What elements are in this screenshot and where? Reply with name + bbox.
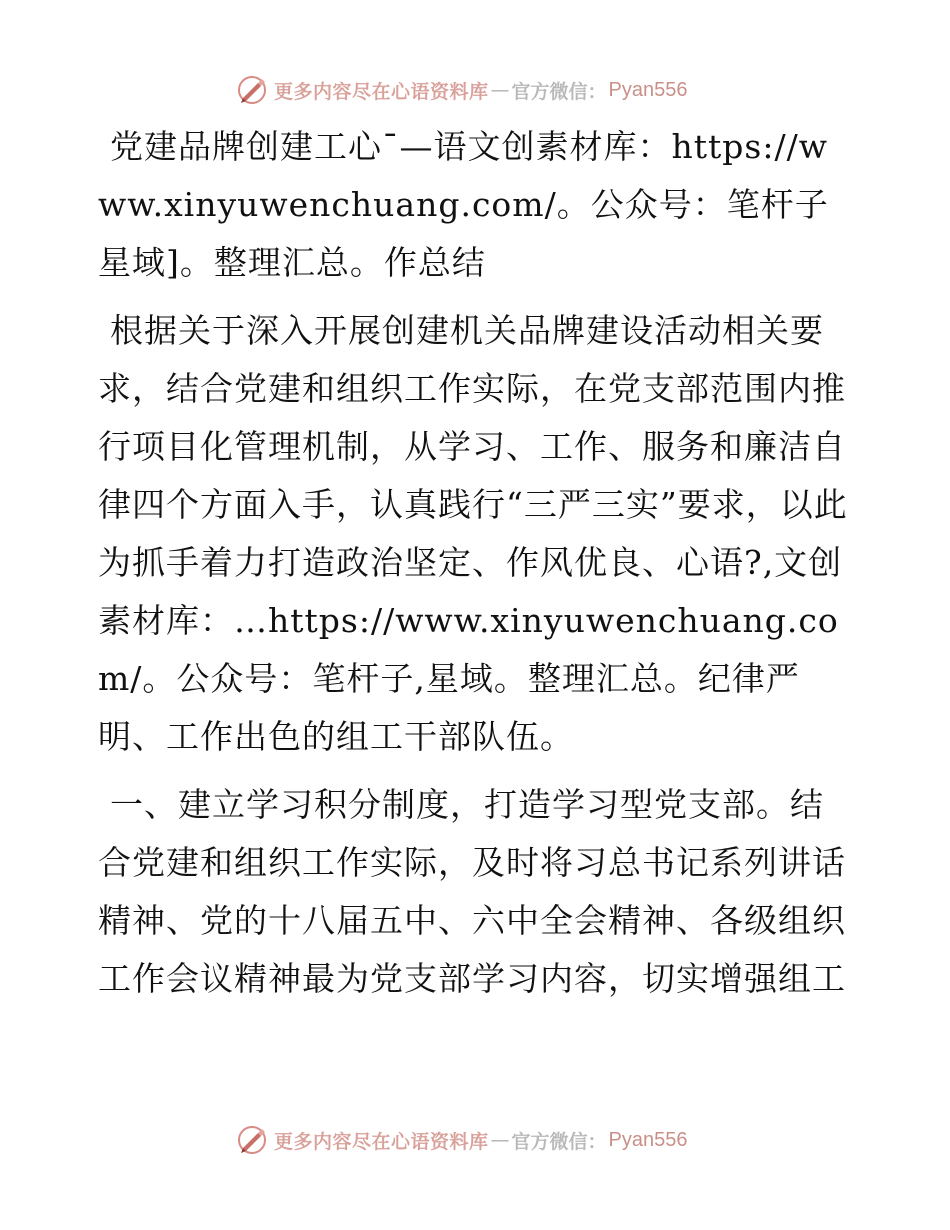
paragraph-text: 一、建立学习积分制度，打造学习型党支部。结合党建和组织工作实际，及时将习总书记系列讲话精神、党的十八届五中、六中全会精神、各级组织工作会议精神最为党支部学习内容，切实增强组工 <box>98 785 846 998</box>
paragraph-title <box>98 118 854 292</box>
paragraph-text: 根据关于深入开展创建机关品牌建设活动相关要求，结合党建和组织工作实际，在党支部范围内推行项目化管理机制，从学习、工作、服务和廉洁自律四个方面入手，认真践行“三严三实”要求，以此为抓手着力打造政治坚定、作风优良、心语?,文创素材库：…https://www.xinyuwenchuang.com/。公众号：笔杆子,星域。整理汇总。纪律严明、工作出色的组工干部队伍。 <box>98 311 848 756</box>
banner-separator: — <box>490 1129 510 1151</box>
document-body <box>98 118 854 1018</box>
paragraph-section-one <box>98 776 854 1008</box>
pen-logo-icon <box>236 1124 268 1156</box>
pen-logo-icon <box>236 74 268 106</box>
banner-separator: — <box>490 79 510 101</box>
banner-site-text: 更多内容尽在心语资料库 <box>274 80 489 103</box>
banner-site-text: 更多内容尽在心语资料库 <box>274 1130 489 1153</box>
footer-banner <box>236 1123 688 1157</box>
banner-wechat-label: 官方微信： <box>511 1130 607 1153</box>
paragraph-text: 党建品牌创建工心¯—语文创素材库：https://www.xinyuwenchuang.com/。公众号：笔杆子星域]。整理汇总。作总结 <box>98 127 829 282</box>
paragraph-intro <box>98 302 854 766</box>
banner-wechat-label: 官方微信： <box>511 80 607 103</box>
header-banner <box>236 73 688 107</box>
banner-wechat-id: Pyan556 <box>608 78 688 101</box>
banner-wechat-id: Pyan556 <box>608 1128 688 1151</box>
